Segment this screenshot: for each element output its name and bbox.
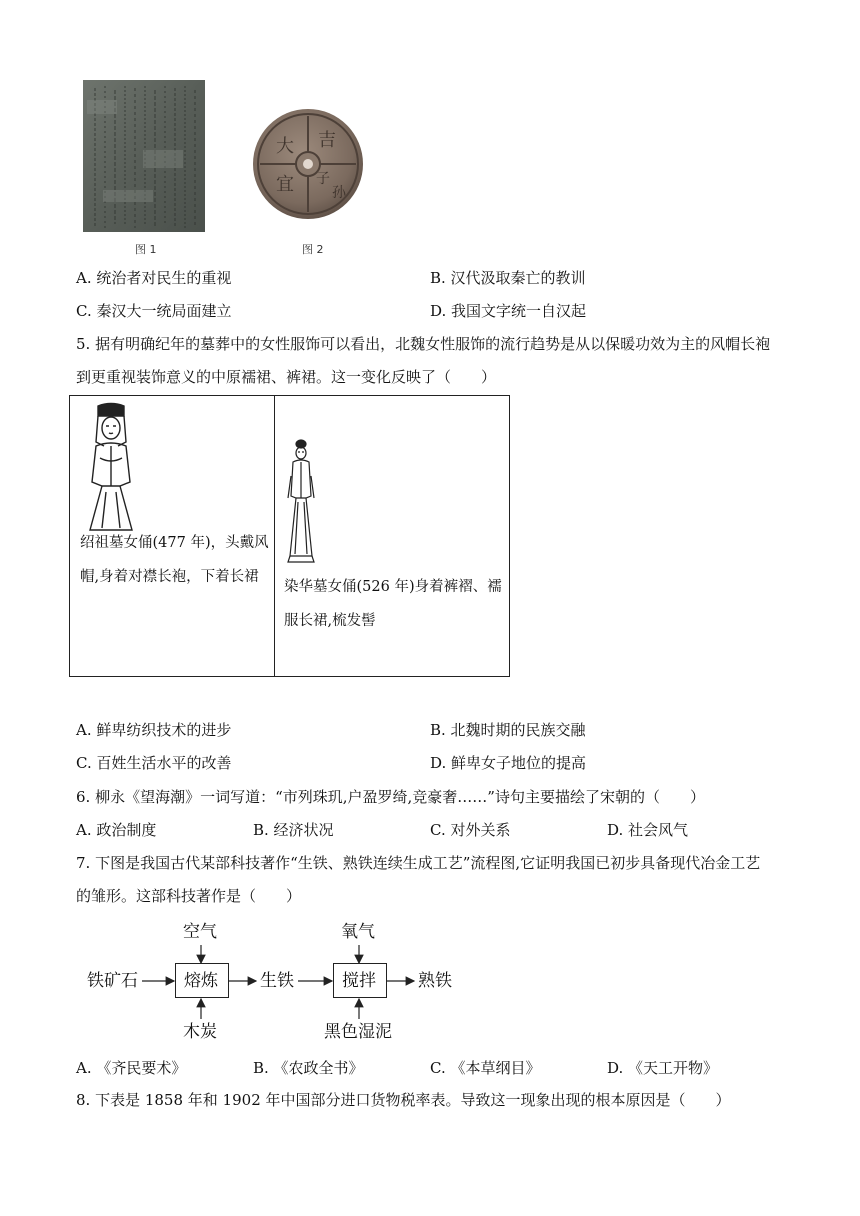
- q7-stem-line2: 的雏形。这部科技著作是（ ）: [76, 887, 302, 905]
- q6-option-b[interactable]: B. 经济状况: [253, 821, 334, 839]
- figure-1-caption: 图 1: [135, 243, 157, 256]
- flow-oxygen: 氧气: [341, 922, 375, 942]
- q5-option-c[interactable]: C. 百姓生活水平的改善: [76, 754, 232, 772]
- q6-option-d[interactable]: D. 社会风气: [607, 821, 689, 839]
- q5-stem-line1: 5. 据有明确纪年的墓葬中的女性服饰可以看出，北魏女性服饰的流行趋势是从以保暖功效为主的风帽长袍: [76, 335, 771, 353]
- q8-stem: 8. 下表是 1858 年和 1902 年中国部分进口货物税率表。导致这一现象出现的根本原因是（ ）: [76, 1091, 731, 1109]
- q4-option-d[interactable]: D. 我国文字统一自汉起: [430, 302, 587, 320]
- figurine-shaozu-caption-1: 绍祖墓女俑(477 年)，头戴风: [80, 535, 269, 551]
- q5-stem-line2: 到更重视装饰意义的中原襦裙、裤裙。这一变化反映了（ ）: [76, 368, 497, 386]
- figure-1-stele-rubbing: [83, 80, 205, 232]
- figure-2-coin: [252, 108, 364, 220]
- q7-option-d[interactable]: D. 《天工开物》: [607, 1059, 719, 1077]
- table-divider: [274, 396, 275, 676]
- q4-option-c[interactable]: C. 秦汉大一统局面建立: [76, 302, 232, 320]
- flow-pig-iron: 生铁: [260, 971, 294, 991]
- coin-char-bl: 宜: [276, 174, 294, 195]
- figurine-ranhua-caption-2: 服长裙,梳发髻: [284, 613, 376, 629]
- flow-charcoal: 木炭: [183, 1022, 217, 1042]
- flow-smelt: 熔炼: [184, 971, 218, 991]
- figurine-ranhua-image: [284, 438, 318, 566]
- figurine-shaozu-caption-2: 帽,身着对襟长袍，下着长裙: [80, 569, 259, 585]
- figurine-ranhua-caption-1: 染华墓女俑(526 年)身着裤褶、襦: [284, 579, 502, 595]
- q4-option-a[interactable]: A. 统治者对民生的重视: [76, 269, 232, 287]
- coin-char-br1: 子: [316, 171, 330, 187]
- flow-mud: 黑色湿泥: [324, 1022, 392, 1042]
- figure-2-caption: 图 2: [302, 243, 324, 256]
- figurine-shaozu-image: [80, 402, 142, 534]
- coin-char-tl: 大: [276, 136, 294, 157]
- q5-option-b[interactable]: B. 北魏时期的民族交融: [430, 721, 586, 739]
- q7-option-a[interactable]: A. 《齐民要术》: [76, 1059, 187, 1077]
- q5-figurine-table: [69, 395, 510, 677]
- q6-option-c[interactable]: C. 对外关系: [430, 821, 511, 839]
- q6-option-a[interactable]: A. 政治制度: [76, 821, 157, 839]
- q4-option-b[interactable]: B. 汉代汲取秦亡的教训: [430, 269, 586, 287]
- flow-ore: 铁矿石: [87, 971, 138, 991]
- q7-option-b[interactable]: B. 《农政全书》: [253, 1059, 364, 1077]
- q5-option-a[interactable]: A. 鲜卑纺织技术的进步: [76, 721, 232, 739]
- q7-option-c[interactable]: C. 《本草纲目》: [430, 1059, 541, 1077]
- flow-stir: 搅拌: [342, 971, 376, 991]
- q7-stem-line1: 7. 下图是我国古代某部科技著作“生铁、熟铁连续生成工艺”流程图,它证明我国已初步具备现代冶金工艺: [76, 854, 761, 872]
- coin-char-br2: 孙: [332, 185, 346, 201]
- flow-wrought-iron: 熟铁: [418, 971, 452, 991]
- flow-air: 空气: [183, 922, 217, 942]
- coin-char-tr: 吉: [318, 130, 336, 151]
- q5-option-d[interactable]: D. 鲜卑女子地位的提高: [430, 754, 587, 772]
- q6-stem: 6. 柳永《望海潮》一词写道：“市列珠玑,户盈罗绮,竞豪奢……”诗句主要描绘了宋朝的（ ）: [76, 788, 705, 806]
